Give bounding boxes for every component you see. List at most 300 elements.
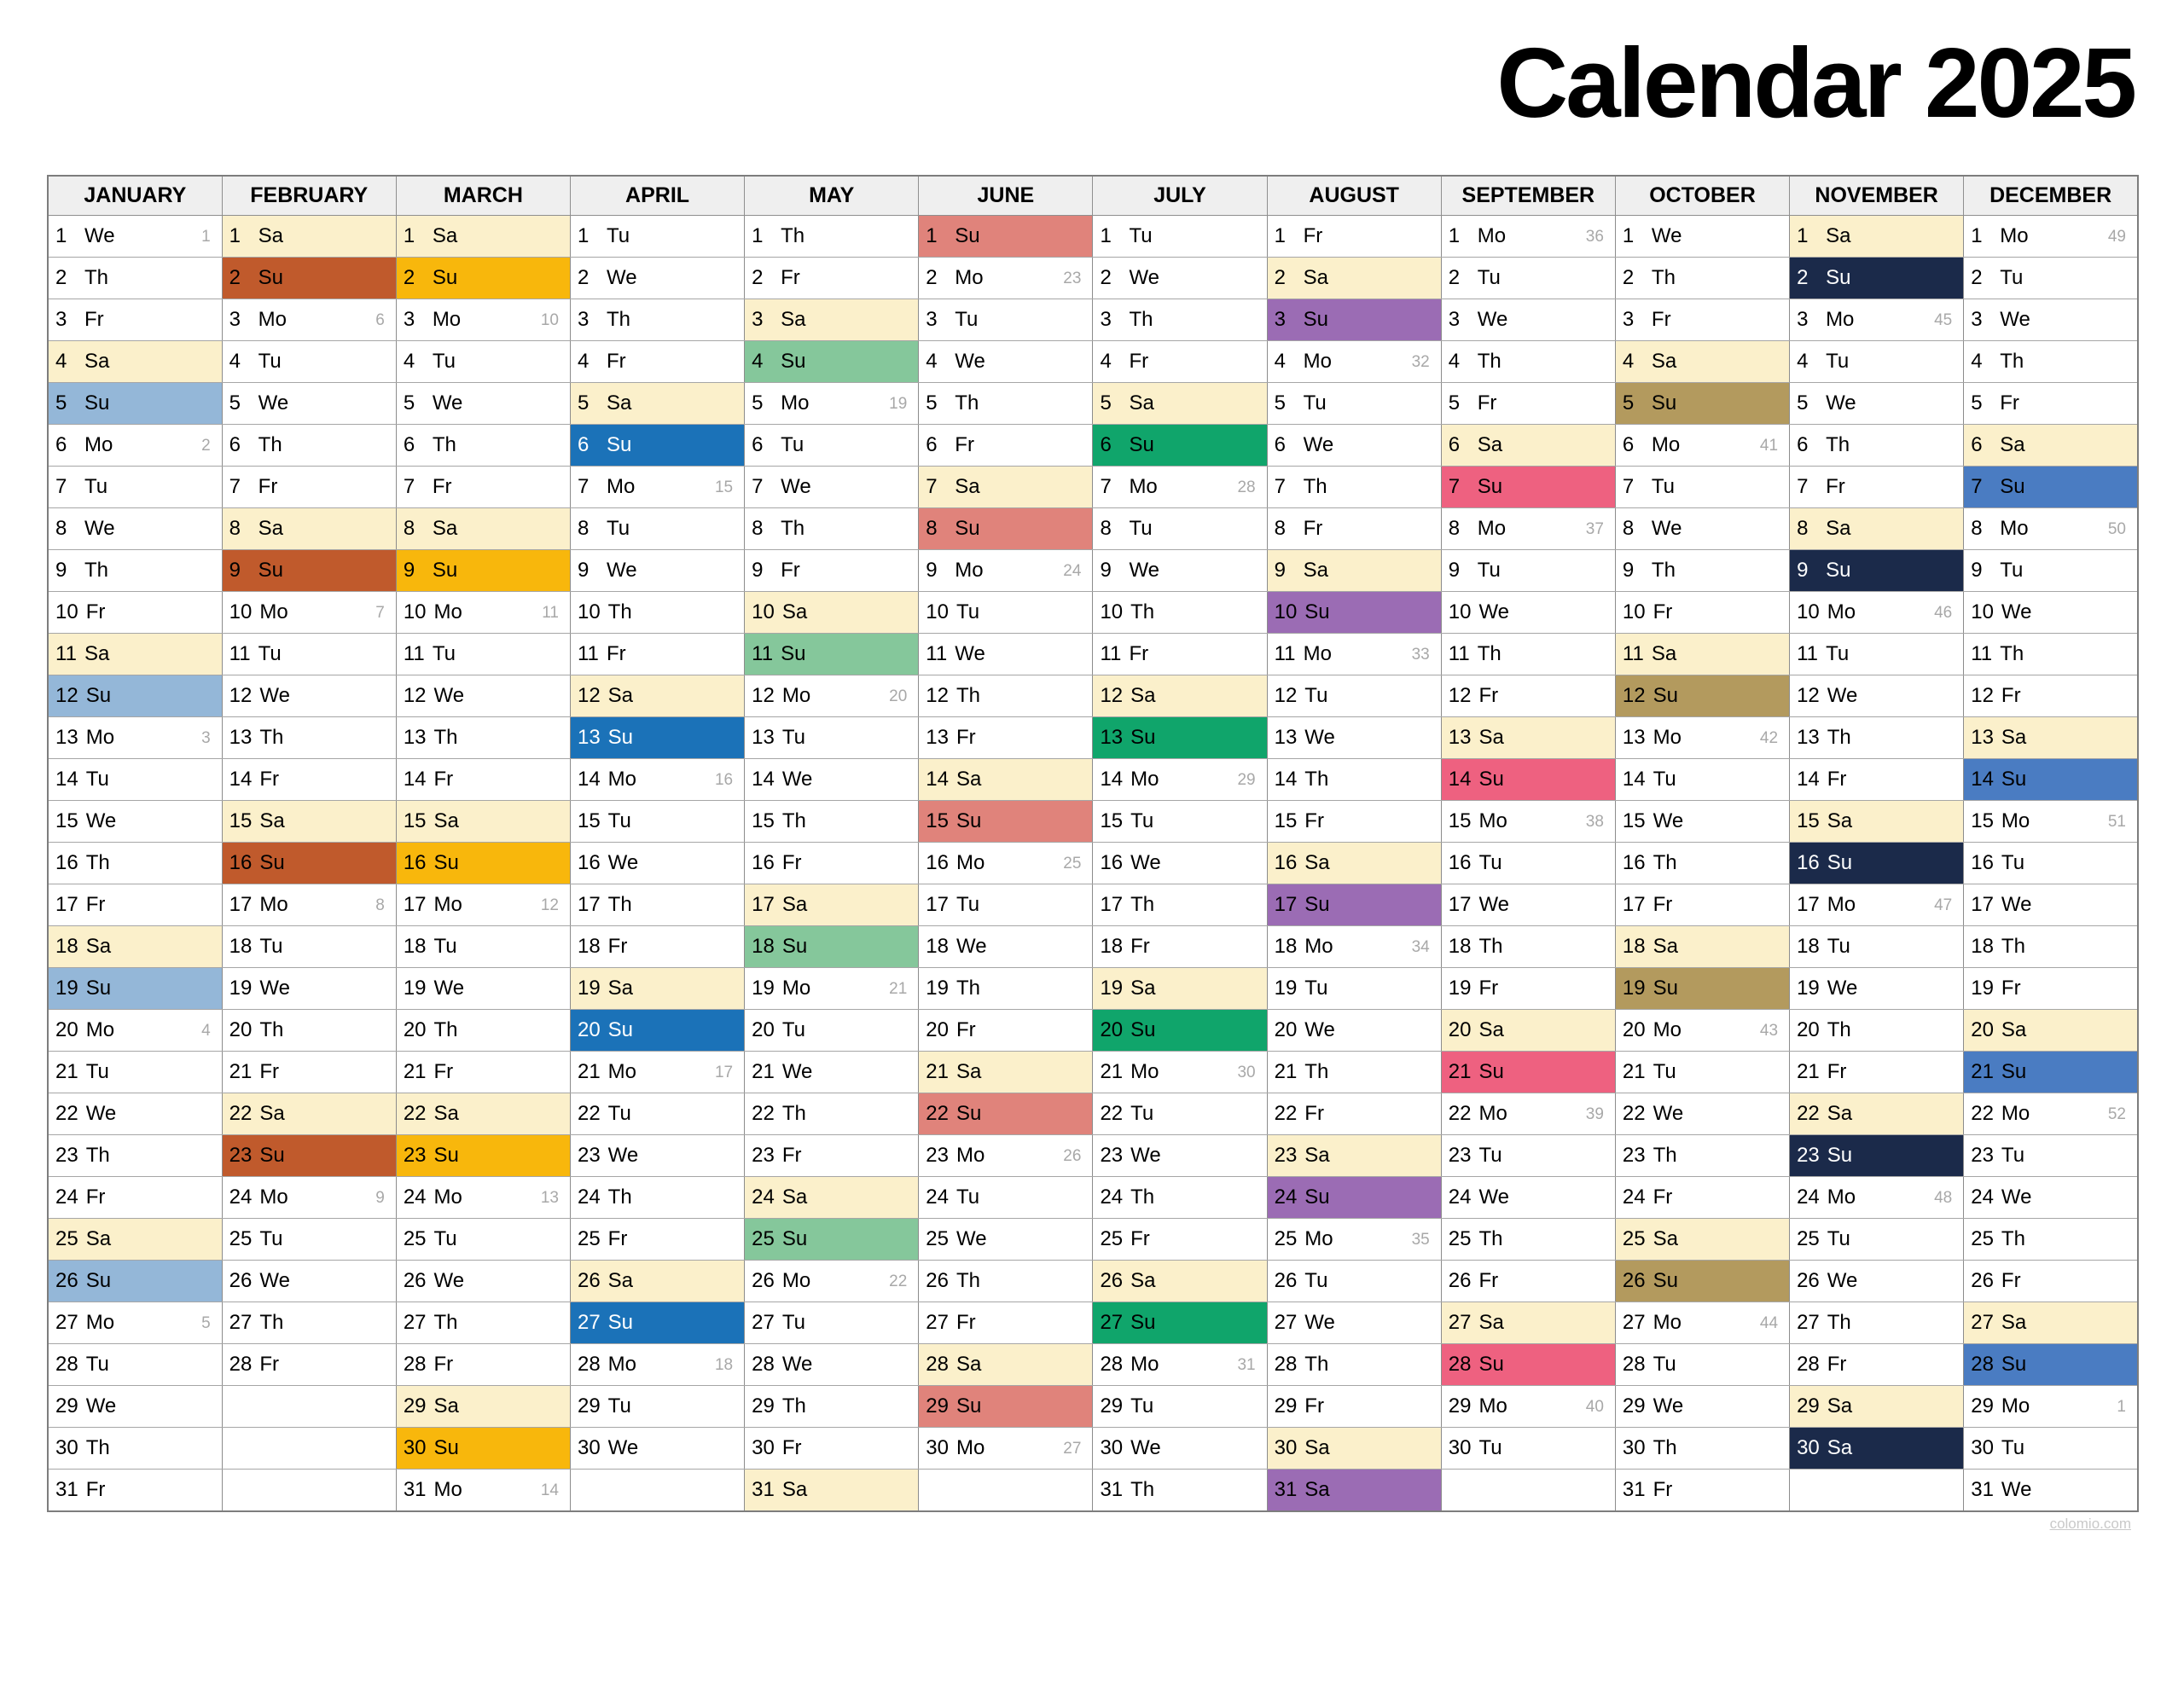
weekday-label: We bbox=[84, 224, 115, 247]
day-cell-march-9 bbox=[396, 550, 570, 592]
day-cell-august-8 bbox=[1267, 508, 1441, 550]
weekday-label: Su bbox=[956, 1394, 982, 1417]
weekday-label: Fr bbox=[1827, 768, 1847, 791]
day-cell-december-15 bbox=[1964, 801, 2138, 843]
day-number: 31 bbox=[55, 1478, 78, 1501]
weekday-label: Mo bbox=[1304, 1227, 1333, 1250]
week-number: 36 bbox=[1585, 227, 1604, 246]
day-cell-july-2 bbox=[1093, 258, 1267, 299]
day-cell-december-22 bbox=[1964, 1093, 2138, 1135]
day-cell-june-5 bbox=[919, 383, 1093, 425]
day-number: 30 bbox=[1797, 1436, 1820, 1459]
day-cell-december-11 bbox=[1964, 634, 2138, 675]
weekday-label: Su bbox=[607, 726, 634, 749]
day-cell-april-8 bbox=[570, 508, 744, 550]
weekday-label: Tu bbox=[258, 350, 282, 373]
day-cell-august-27 bbox=[1267, 1302, 1441, 1344]
day-cell-october-4 bbox=[1615, 341, 1789, 383]
day-cell-april-20 bbox=[570, 1010, 744, 1052]
weekday-label: Tu bbox=[1826, 642, 1850, 665]
weekday-label: Fr bbox=[1129, 350, 1149, 373]
weekday-label: Th bbox=[607, 1186, 632, 1209]
weekday-label: Fr bbox=[433, 768, 454, 791]
day-number: 11 bbox=[1448, 642, 1470, 665]
weekday-label: We bbox=[1130, 851, 1161, 874]
weekday-label: Th bbox=[1130, 600, 1155, 623]
week-number: 22 bbox=[889, 1272, 908, 1290]
weekday-label: Mo bbox=[85, 1311, 115, 1334]
day-cell-january-11 bbox=[48, 634, 222, 675]
day-cell-may-2 bbox=[745, 258, 919, 299]
weekday-label: Tu bbox=[1477, 266, 1501, 289]
day-number: 5 bbox=[229, 391, 241, 415]
day-number: 4 bbox=[577, 350, 590, 373]
day-cell-may-4 bbox=[745, 341, 919, 383]
weekday-label: Fr bbox=[1653, 600, 1673, 623]
weekday-label: We bbox=[2001, 1186, 2032, 1209]
day-number: 25 bbox=[229, 1227, 253, 1250]
weekday-label: Su bbox=[955, 517, 980, 540]
day-cell-april-29 bbox=[570, 1386, 744, 1428]
day-cell-august-14 bbox=[1267, 759, 1441, 801]
weekday-label: We bbox=[433, 1269, 465, 1292]
day-number: 29 bbox=[577, 1394, 601, 1417]
day-cell-november-25 bbox=[1790, 1219, 1964, 1261]
day-cell-december-1 bbox=[1964, 216, 2138, 258]
weekday-label: Th bbox=[1130, 893, 1155, 916]
day-cell-june-6 bbox=[919, 425, 1093, 467]
day-cell-october-17 bbox=[1615, 884, 1789, 926]
day-number: 15 bbox=[55, 809, 78, 832]
day-number: 3 bbox=[229, 308, 241, 331]
day-cell-december-6 bbox=[1964, 425, 2138, 467]
weekday-label: Mo bbox=[781, 977, 811, 1000]
day-number: 2 bbox=[577, 266, 590, 289]
week-number: 6 bbox=[375, 310, 385, 329]
weekday-label: Th bbox=[1129, 308, 1153, 331]
weekday-label: We bbox=[2001, 1478, 2032, 1501]
weekday-label: Sa bbox=[1478, 1018, 1504, 1041]
day-number: 16 bbox=[1448, 851, 1472, 874]
weekday-label: Su bbox=[1304, 893, 1330, 916]
weekday-label: Fr bbox=[781, 1144, 802, 1167]
weekday-label: Th bbox=[781, 224, 805, 247]
weekday-label: Mo bbox=[955, 266, 984, 289]
weekday-label: Th bbox=[1653, 1436, 1677, 1459]
day-cell-november-1 bbox=[1790, 216, 1964, 258]
weekday-label: Mo bbox=[955, 559, 984, 582]
day-number: 17 bbox=[1448, 893, 1472, 916]
day-number: 13 bbox=[229, 726, 253, 749]
weekday-label: Mo bbox=[781, 1269, 811, 1292]
empty-cell-february-30 bbox=[222, 1428, 396, 1470]
day-number: 6 bbox=[1448, 433, 1461, 456]
day-row-16 bbox=[48, 843, 2138, 884]
day-cell-december-14 bbox=[1964, 759, 2138, 801]
weekday-label: Fr bbox=[956, 1018, 976, 1041]
day-number: 19 bbox=[229, 977, 253, 1000]
weekday-label: Su bbox=[259, 851, 285, 874]
day-cell-march-14 bbox=[396, 759, 570, 801]
weekday-label: Mo bbox=[259, 1186, 288, 1209]
week-number: 38 bbox=[1585, 812, 1604, 831]
day-number: 23 bbox=[229, 1144, 253, 1167]
day-cell-february-5 bbox=[222, 383, 396, 425]
day-cell-january-12 bbox=[48, 675, 222, 717]
day-number: 22 bbox=[1971, 1102, 1994, 1125]
weekday-label: We bbox=[955, 642, 985, 665]
weekday-label: Th bbox=[1303, 475, 1327, 498]
weekday-label: Su bbox=[258, 266, 284, 289]
weekday-label: We bbox=[1827, 684, 1858, 707]
day-cell-july-14 bbox=[1093, 759, 1267, 801]
weekday-label: Sa bbox=[2001, 726, 2027, 749]
day-cell-february-7 bbox=[222, 467, 396, 508]
day-number: 28 bbox=[1448, 1353, 1472, 1376]
weekday-label: Su bbox=[1130, 1311, 1156, 1334]
weekday-label: Sa bbox=[606, 391, 632, 415]
day-cell-january-10 bbox=[48, 592, 222, 634]
day-cell-september-26 bbox=[1441, 1261, 1615, 1302]
weekday-label: Su bbox=[956, 809, 982, 832]
weekday-label: Su bbox=[433, 851, 459, 874]
day-number: 12 bbox=[1448, 684, 1472, 707]
day-cell-december-18 bbox=[1964, 926, 2138, 968]
day-cell-november-15 bbox=[1790, 801, 1964, 843]
day-number: 20 bbox=[1622, 1018, 1646, 1041]
week-number: 11 bbox=[542, 603, 559, 622]
day-cell-december-17 bbox=[1964, 884, 2138, 926]
day-cell-september-1 bbox=[1441, 216, 1615, 258]
weekday-label: Sa bbox=[433, 1394, 459, 1417]
weekday-label: Th bbox=[259, 1018, 284, 1041]
week-number: 4 bbox=[201, 1021, 211, 1040]
day-number: 29 bbox=[55, 1394, 78, 1417]
day-number: 9 bbox=[926, 559, 938, 582]
weekday-label: We bbox=[85, 1102, 117, 1125]
weekday-label: Sa bbox=[1304, 1478, 1330, 1501]
day-cell-april-26 bbox=[570, 1261, 744, 1302]
day-cell-march-4 bbox=[396, 341, 570, 383]
weekday-label: Tu bbox=[433, 935, 457, 958]
day-cell-july-27 bbox=[1093, 1302, 1267, 1344]
day-cell-march-20 bbox=[396, 1010, 570, 1052]
day-number: 11 bbox=[1797, 642, 1818, 665]
day-cell-january-8 bbox=[48, 508, 222, 550]
day-cell-december-19 bbox=[1964, 968, 2138, 1010]
day-cell-july-12 bbox=[1093, 675, 1267, 717]
month-header-july: JULY bbox=[1093, 176, 1267, 216]
day-number: 15 bbox=[1622, 809, 1646, 832]
weekday-label: We bbox=[1827, 977, 1858, 1000]
weekday-label: Sa bbox=[1129, 391, 1154, 415]
day-cell-january-31 bbox=[48, 1470, 222, 1512]
weekday-label: Mo bbox=[1477, 517, 1507, 540]
day-cell-january-19 bbox=[48, 968, 222, 1010]
weekday-label: Fr bbox=[781, 559, 800, 582]
day-cell-april-5 bbox=[570, 383, 744, 425]
weekday-label: Su bbox=[1653, 684, 1678, 707]
week-number: 9 bbox=[375, 1188, 385, 1207]
day-cell-october-8 bbox=[1615, 508, 1789, 550]
day-number: 3 bbox=[403, 308, 415, 331]
day-number: 23 bbox=[1797, 1144, 1820, 1167]
weekday-label: Th bbox=[955, 391, 979, 415]
day-number: 25 bbox=[55, 1227, 78, 1250]
day-cell-september-19 bbox=[1441, 968, 1615, 1010]
day-number: 4 bbox=[1622, 350, 1635, 373]
weekday-label: We bbox=[781, 1060, 813, 1083]
weekday-label: We bbox=[258, 391, 289, 415]
day-number: 27 bbox=[1448, 1311, 1472, 1334]
day-cell-june-24 bbox=[919, 1177, 1093, 1219]
day-cell-april-24 bbox=[570, 1177, 744, 1219]
day-cell-april-21 bbox=[570, 1052, 744, 1093]
day-number: 13 bbox=[1971, 726, 1994, 749]
weekday-label: Th bbox=[607, 893, 632, 916]
day-cell-april-7 bbox=[570, 467, 744, 508]
week-number: 28 bbox=[1237, 478, 1256, 496]
day-number: 19 bbox=[403, 977, 427, 1000]
day-number: 13 bbox=[1274, 726, 1298, 749]
day-cell-june-19 bbox=[919, 968, 1093, 1010]
day-cell-april-6 bbox=[570, 425, 744, 467]
day-number: 7 bbox=[926, 475, 938, 498]
day-number: 22 bbox=[1274, 1102, 1298, 1125]
day-row-10 bbox=[48, 592, 2138, 634]
day-number: 16 bbox=[1797, 851, 1820, 874]
day-number: 10 bbox=[1797, 600, 1820, 623]
weekday-label: Th bbox=[1651, 559, 1676, 582]
weekday-label: Sa bbox=[258, 224, 284, 247]
day-cell-may-1 bbox=[745, 216, 919, 258]
weekday-label: Su bbox=[84, 391, 110, 415]
day-number: 19 bbox=[926, 977, 949, 1000]
day-number: 3 bbox=[55, 308, 67, 331]
day-cell-december-26 bbox=[1964, 1261, 2138, 1302]
day-cell-august-25 bbox=[1267, 1219, 1441, 1261]
weekday-label: We bbox=[1477, 308, 1508, 331]
day-cell-february-12 bbox=[222, 675, 396, 717]
day-number: 23 bbox=[55, 1144, 78, 1167]
day-number: 23 bbox=[752, 1144, 775, 1167]
day-number: 29 bbox=[1274, 1394, 1298, 1417]
weekday-label: Sa bbox=[607, 684, 634, 707]
day-number: 12 bbox=[1797, 684, 1820, 707]
weekday-label: Th bbox=[2001, 1227, 2025, 1250]
day-number: 21 bbox=[1797, 1060, 1820, 1083]
weekday-label: Tu bbox=[1130, 809, 1154, 832]
weekday-label: Tu bbox=[606, 517, 630, 540]
day-number: 6 bbox=[1971, 433, 1983, 456]
weekday-label: Tu bbox=[1653, 1353, 1676, 1376]
weekday-label: Fr bbox=[1303, 224, 1323, 247]
day-cell-november-19 bbox=[1790, 968, 1964, 1010]
day-cell-november-2 bbox=[1790, 258, 1964, 299]
day-row-26 bbox=[48, 1261, 2138, 1302]
day-cell-may-18 bbox=[745, 926, 919, 968]
day-cell-march-27 bbox=[396, 1302, 570, 1344]
day-number: 22 bbox=[55, 1102, 78, 1125]
weekday-label: Sa bbox=[84, 350, 110, 373]
day-number: 10 bbox=[926, 600, 949, 623]
weekday-label: Fr bbox=[1827, 1060, 1847, 1083]
week-number: 23 bbox=[1063, 269, 1082, 287]
day-number: 29 bbox=[1622, 1394, 1646, 1417]
day-cell-december-29 bbox=[1964, 1386, 2138, 1428]
day-number: 20 bbox=[926, 1018, 949, 1041]
day-number: 27 bbox=[1100, 1311, 1124, 1334]
day-number: 9 bbox=[55, 559, 67, 582]
day-cell-june-3 bbox=[919, 299, 1093, 341]
day-number: 21 bbox=[577, 1060, 601, 1083]
weekday-label: Tu bbox=[84, 475, 108, 498]
day-number: 7 bbox=[55, 475, 67, 498]
day-cell-january-6 bbox=[48, 425, 222, 467]
day-cell-may-19 bbox=[745, 968, 919, 1010]
week-number: 30 bbox=[1237, 1063, 1256, 1081]
weekday-label: Su bbox=[607, 1311, 634, 1334]
day-cell-september-8 bbox=[1441, 508, 1615, 550]
day-number: 4 bbox=[1448, 350, 1461, 373]
weekday-label: Sa bbox=[1130, 1269, 1156, 1292]
day-cell-june-13 bbox=[919, 717, 1093, 759]
day-cell-september-29 bbox=[1441, 1386, 1615, 1428]
weekday-label: Th bbox=[781, 809, 806, 832]
day-number: 23 bbox=[1622, 1144, 1646, 1167]
day-number: 6 bbox=[1797, 433, 1809, 456]
day-number: 13 bbox=[1622, 726, 1646, 749]
week-number: 1 bbox=[201, 227, 211, 246]
weekday-label: Fr bbox=[1478, 684, 1499, 707]
weekday-label: Sa bbox=[1826, 224, 1851, 247]
day-number: 21 bbox=[1100, 1060, 1124, 1083]
day-number: 14 bbox=[1797, 768, 1820, 791]
day-number: 28 bbox=[577, 1353, 601, 1376]
day-number: 23 bbox=[1971, 1144, 1994, 1167]
day-cell-january-5 bbox=[48, 383, 222, 425]
weekday-label: Mo bbox=[1826, 308, 1855, 331]
day-number: 12 bbox=[577, 684, 601, 707]
day-cell-february-28 bbox=[222, 1344, 396, 1386]
day-cell-december-2 bbox=[1964, 258, 2138, 299]
weekday-label: Su bbox=[2001, 1060, 2027, 1083]
day-row-7 bbox=[48, 467, 2138, 508]
weekday-label: Sa bbox=[1130, 977, 1156, 1000]
day-cell-june-15 bbox=[919, 801, 1093, 843]
day-number: 5 bbox=[403, 391, 415, 415]
day-number: 27 bbox=[229, 1311, 253, 1334]
day-number: 11 bbox=[926, 642, 948, 665]
day-cell-july-26 bbox=[1093, 1261, 1267, 1302]
weekday-label: Fr bbox=[432, 475, 452, 498]
weekday-label: Mo bbox=[1478, 809, 1507, 832]
day-cell-july-31 bbox=[1093, 1470, 1267, 1512]
watermark-link[interactable]: colomio.com bbox=[2049, 1516, 2131, 1532]
day-number: 22 bbox=[752, 1102, 775, 1125]
day-cell-june-22 bbox=[919, 1093, 1093, 1135]
day-cell-november-12 bbox=[1790, 675, 1964, 717]
empty-cell-february-29 bbox=[222, 1386, 396, 1428]
day-cell-january-28 bbox=[48, 1344, 222, 1386]
day-number: 7 bbox=[752, 475, 764, 498]
day-cell-august-13 bbox=[1267, 717, 1441, 759]
weekday-label: Su bbox=[781, 642, 806, 665]
weekday-label: Th bbox=[258, 433, 282, 456]
day-cell-december-7 bbox=[1964, 467, 2138, 508]
weekday-label: We bbox=[1478, 600, 1510, 623]
day-number: 9 bbox=[1448, 559, 1461, 582]
day-cell-december-25 bbox=[1964, 1219, 2138, 1261]
day-cell-may-25 bbox=[745, 1219, 919, 1261]
weekday-label: Tu bbox=[1827, 935, 1850, 958]
day-number: 2 bbox=[55, 266, 67, 289]
weekday-label: We bbox=[1826, 391, 1856, 415]
day-cell-august-3 bbox=[1267, 299, 1441, 341]
week-number: 40 bbox=[1585, 1397, 1604, 1416]
day-cell-august-19 bbox=[1267, 968, 1441, 1010]
day-cell-august-28 bbox=[1267, 1344, 1441, 1386]
weekday-label: Mo bbox=[1827, 600, 1856, 623]
day-cell-may-30 bbox=[745, 1428, 919, 1470]
weekday-label: Tu bbox=[781, 726, 805, 749]
day-cell-january-2 bbox=[48, 258, 222, 299]
day-cell-april-3 bbox=[570, 299, 744, 341]
day-number: 24 bbox=[403, 1186, 427, 1209]
day-row-5 bbox=[48, 383, 2138, 425]
day-cell-february-3 bbox=[222, 299, 396, 341]
day-number: 27 bbox=[1797, 1311, 1820, 1334]
day-number: 7 bbox=[229, 475, 241, 498]
day-number: 25 bbox=[926, 1227, 949, 1250]
weekday-label: Th bbox=[1304, 768, 1329, 791]
weekday-label: Fr bbox=[84, 308, 104, 331]
day-cell-august-22 bbox=[1267, 1093, 1441, 1135]
weekday-label: Mo bbox=[85, 726, 115, 749]
weekday-label: We bbox=[1827, 1269, 1858, 1292]
day-cell-october-27 bbox=[1615, 1302, 1789, 1344]
weekday-label: Fr bbox=[433, 1060, 454, 1083]
day-number: 3 bbox=[926, 308, 938, 331]
day-cell-september-3 bbox=[1441, 299, 1615, 341]
day-cell-february-6 bbox=[222, 425, 396, 467]
day-number: 25 bbox=[403, 1227, 427, 1250]
day-row-9 bbox=[48, 550, 2138, 592]
day-cell-august-24 bbox=[1267, 1177, 1441, 1219]
day-cell-february-15 bbox=[222, 801, 396, 843]
weekday-label: We bbox=[259, 1269, 290, 1292]
weekday-label: Fr bbox=[259, 1353, 280, 1376]
day-cell-december-20 bbox=[1964, 1010, 2138, 1052]
weekday-label: Tu bbox=[781, 1311, 805, 1334]
day-number: 12 bbox=[229, 684, 253, 707]
day-number: 25 bbox=[1971, 1227, 1994, 1250]
day-cell-november-24 bbox=[1790, 1177, 1964, 1219]
day-row-14 bbox=[48, 759, 2138, 801]
week-number: 31 bbox=[1237, 1355, 1256, 1374]
day-cell-april-27 bbox=[570, 1302, 744, 1344]
weekday-label: Su bbox=[1826, 266, 1851, 289]
weekday-label: Su bbox=[1304, 600, 1330, 623]
day-number: 16 bbox=[229, 851, 253, 874]
day-cell-october-30 bbox=[1615, 1428, 1789, 1470]
day-cell-december-3 bbox=[1964, 299, 2138, 341]
day-number: 31 bbox=[403, 1478, 427, 1501]
empty-cell-november-31 bbox=[1790, 1470, 1964, 1512]
day-number: 13 bbox=[403, 726, 427, 749]
day-cell-december-12 bbox=[1964, 675, 2138, 717]
weekday-label: Tu bbox=[259, 935, 283, 958]
